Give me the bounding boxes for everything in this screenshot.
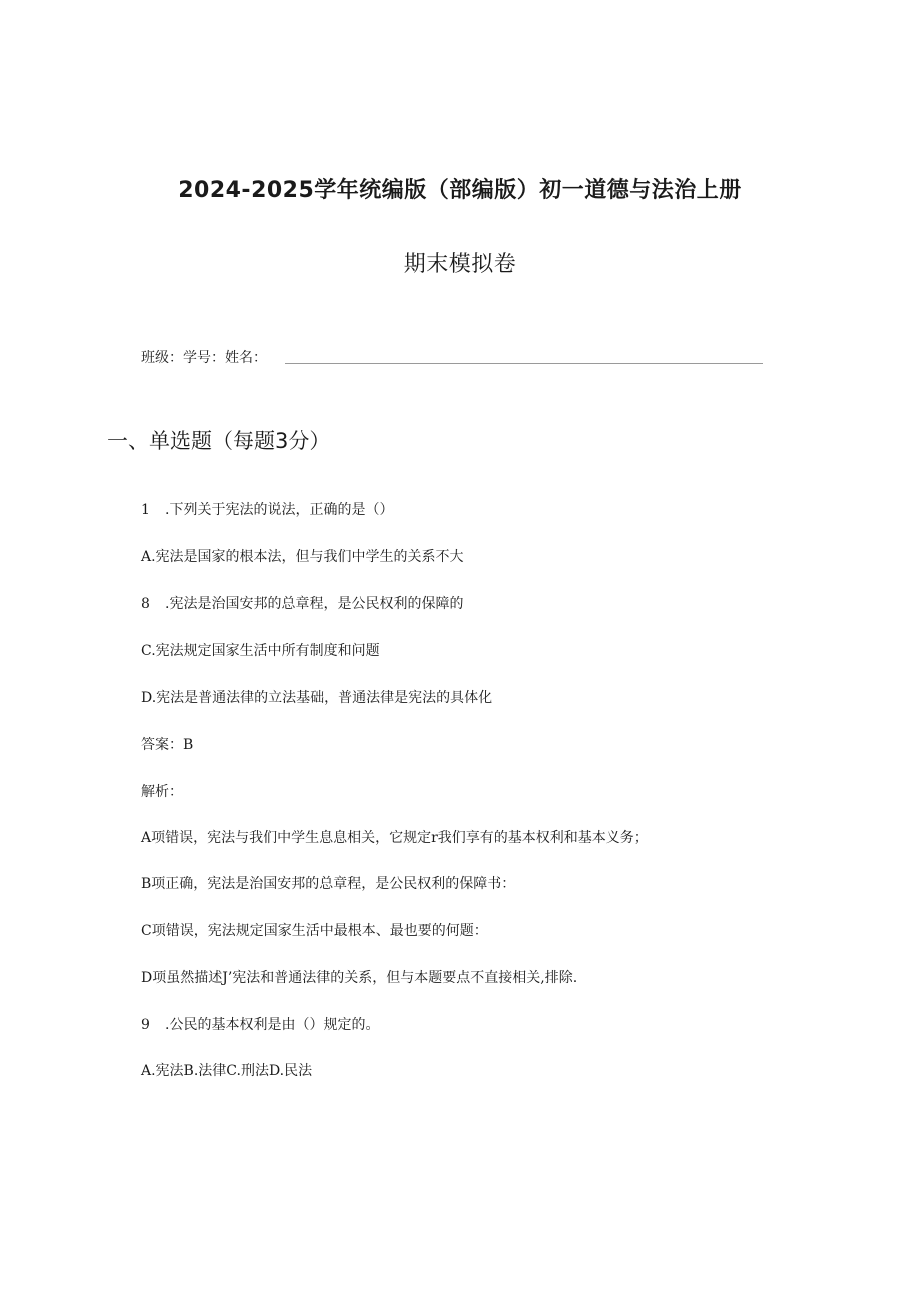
question-2-number: 9 — [141, 1017, 150, 1033]
question-2-options: A.宪法B.法律C.刑法D.民法 — [141, 1063, 313, 1079]
question-1-stem: .下列关于宪法的说法，正确的是（） — [165, 502, 394, 518]
student-info-underline — [285, 363, 763, 364]
question-1-answer: 答案：B — [141, 737, 194, 753]
question-1-option-b: .宪法是治国安邦的总章程，是公民权利的保障的 — [165, 596, 464, 612]
document-title-line-1: 2024-2025学年统编版（部编版）初一道德与法治上册 — [178, 178, 742, 203]
question-2-stem-row — [141, 1014, 379, 1034]
document-title-line-2: 期末模拟卷 — [403, 252, 517, 277]
question-1-analysis-b: B项正确，宪法是治国安邦的总章程，是公民权利的保障书： — [141, 876, 516, 892]
question-1-stem-row — [141, 499, 393, 519]
question-1-analysis-label: 解析： — [141, 784, 183, 800]
question-1-number: 1 — [141, 502, 150, 518]
section-heading-single-choice: 一、单选题（每题3分） — [107, 429, 331, 453]
question-1-option-a: A.宪法是国家的根本法，但与我们中学生的关系不大 — [141, 549, 464, 565]
question-1-analysis-c: C项错误，宪法规定国家生活中最根本、最也要的何题： — [141, 923, 488, 939]
question-1-analysis-d: D项虽然描述J’宪法和普通法律的关系，但与本题要点不直接相关,排除. — [141, 970, 578, 986]
student-info-label: 班级：学号：姓名： — [141, 350, 267, 366]
question-1-option-b-row — [141, 593, 463, 613]
question-1-option-c: C.宪法规定国家生活中所有制度和问题 — [141, 643, 380, 659]
question-1-option-d: D.宪法是普通法律的立法基础，普通法律是宪法的具体化 — [141, 690, 493, 706]
question-1-analysis-a: A项错误，宪法与我们中学生息息相关，它规定r我们享有的基本权利和基本义务； — [141, 830, 648, 846]
question-2-stem: .公民的基本权利是由（）规定的。 — [165, 1017, 380, 1033]
question-1-option-b-number: 8 — [141, 596, 150, 612]
